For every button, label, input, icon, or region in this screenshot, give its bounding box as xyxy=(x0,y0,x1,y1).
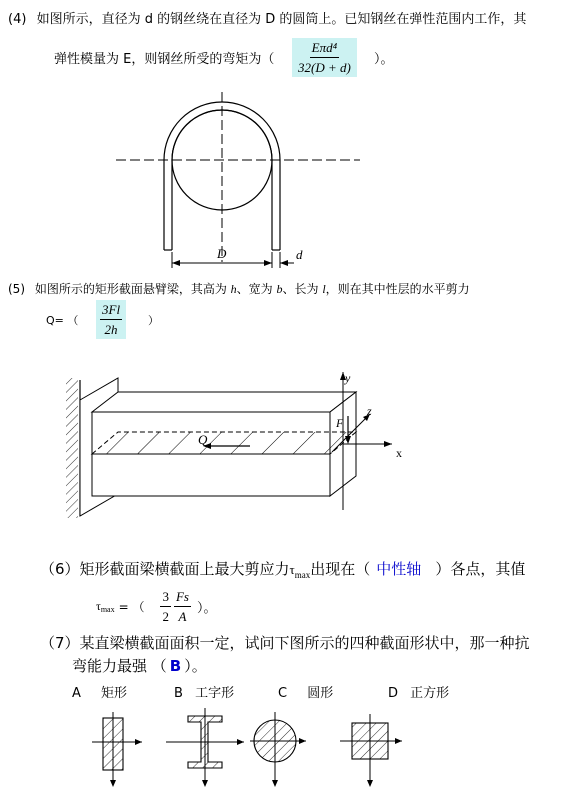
q5-label-x: x xyxy=(396,446,402,460)
q7-option-a-letter: A xyxy=(72,686,81,701)
q7-option-b-label: 工字形 xyxy=(195,686,235,701)
q4-text-line2: 弹性模量为 E，则钢丝所受的弯矩为（ xyxy=(54,52,275,67)
q6-text-c: ）各点，其值 xyxy=(435,560,526,578)
q4-close: ）。 xyxy=(374,52,394,67)
q7-option-b-letter: B xyxy=(174,686,183,701)
q7-answer: B xyxy=(169,657,182,675)
q7-line1: （7）某直梁横截面面积一定，试问下图所示的四种截面形状中，那一种抗 xyxy=(40,634,530,652)
q6-eq: = （ xyxy=(118,600,145,614)
section-rectangle xyxy=(92,712,142,787)
q5-text-b: 、宽为 xyxy=(236,282,277,296)
section-circle xyxy=(250,712,306,787)
section-i-beam xyxy=(166,708,244,787)
q6-tau: τ xyxy=(289,562,295,577)
q5-close: ） xyxy=(148,314,159,327)
q5-label-z: z xyxy=(367,404,372,418)
q6-frac1-num: 3 xyxy=(160,590,171,607)
q5-label-y: y xyxy=(345,371,351,385)
q6-tau2: τ xyxy=(96,599,101,613)
q7-option-d-letter: D xyxy=(388,686,399,701)
q5-answer-numerator: 3Fl xyxy=(100,303,122,320)
q7-option-d-label: 正方形 xyxy=(410,686,450,701)
q6-frac2-num: Fs xyxy=(174,590,191,607)
q7-option-a-label: 矩形 xyxy=(101,686,128,701)
q5-var-h: h xyxy=(230,282,237,296)
q5-var-l: l xyxy=(322,282,326,296)
q5-text-c: 、长为 xyxy=(282,282,323,296)
q6-text-b: 出现在（ xyxy=(310,560,371,578)
section-square xyxy=(340,714,402,787)
q6-answer: 中性轴 xyxy=(376,560,422,578)
q4-label-D: D xyxy=(217,246,227,261)
q5-text-a: 如图所示的矩形截面悬臂梁，其高为 xyxy=(34,282,231,296)
q7-option-c-label: 圆形 xyxy=(307,686,334,701)
q7-text-b: ）。 xyxy=(184,657,207,675)
q5-text-d: ，则在其中性层的水平剪力 xyxy=(325,282,470,296)
q5-label-F: F xyxy=(336,416,344,430)
q5-label-Q: Q xyxy=(198,432,208,447)
q6-tau2-sub: max xyxy=(100,605,115,614)
q6-text-a: （6）矩形截面梁横截面上最大剪应力 xyxy=(40,560,290,578)
q7-option-c-letter: C xyxy=(278,686,288,701)
q4-answer-denominator: 32(D + d) xyxy=(298,60,351,75)
q5-var-b: b xyxy=(276,282,283,296)
q6-frac1-den: 2 xyxy=(162,609,169,624)
q6-close: ）。 xyxy=(196,601,217,616)
q6-frac2-den: A xyxy=(178,609,187,624)
q5-number: (5) xyxy=(8,282,25,296)
q6-tau-sub: max xyxy=(294,570,311,580)
q5-q-prefix: Q= （ xyxy=(46,314,79,327)
q4-answer-numerator: Eπd⁴ xyxy=(310,41,339,58)
q5-answer-denominator: 2h xyxy=(104,322,118,337)
q7-text-a: 弯能力最强 （ xyxy=(72,657,167,675)
q4-number: (4) xyxy=(8,12,27,27)
q4-text-line1: 如图所示，直径为 d 的钢丝绕在直径为 D 的圆筒上。已知钢丝在弹性范围内工作，其 xyxy=(36,12,527,27)
q4-label-d: d xyxy=(296,247,303,262)
